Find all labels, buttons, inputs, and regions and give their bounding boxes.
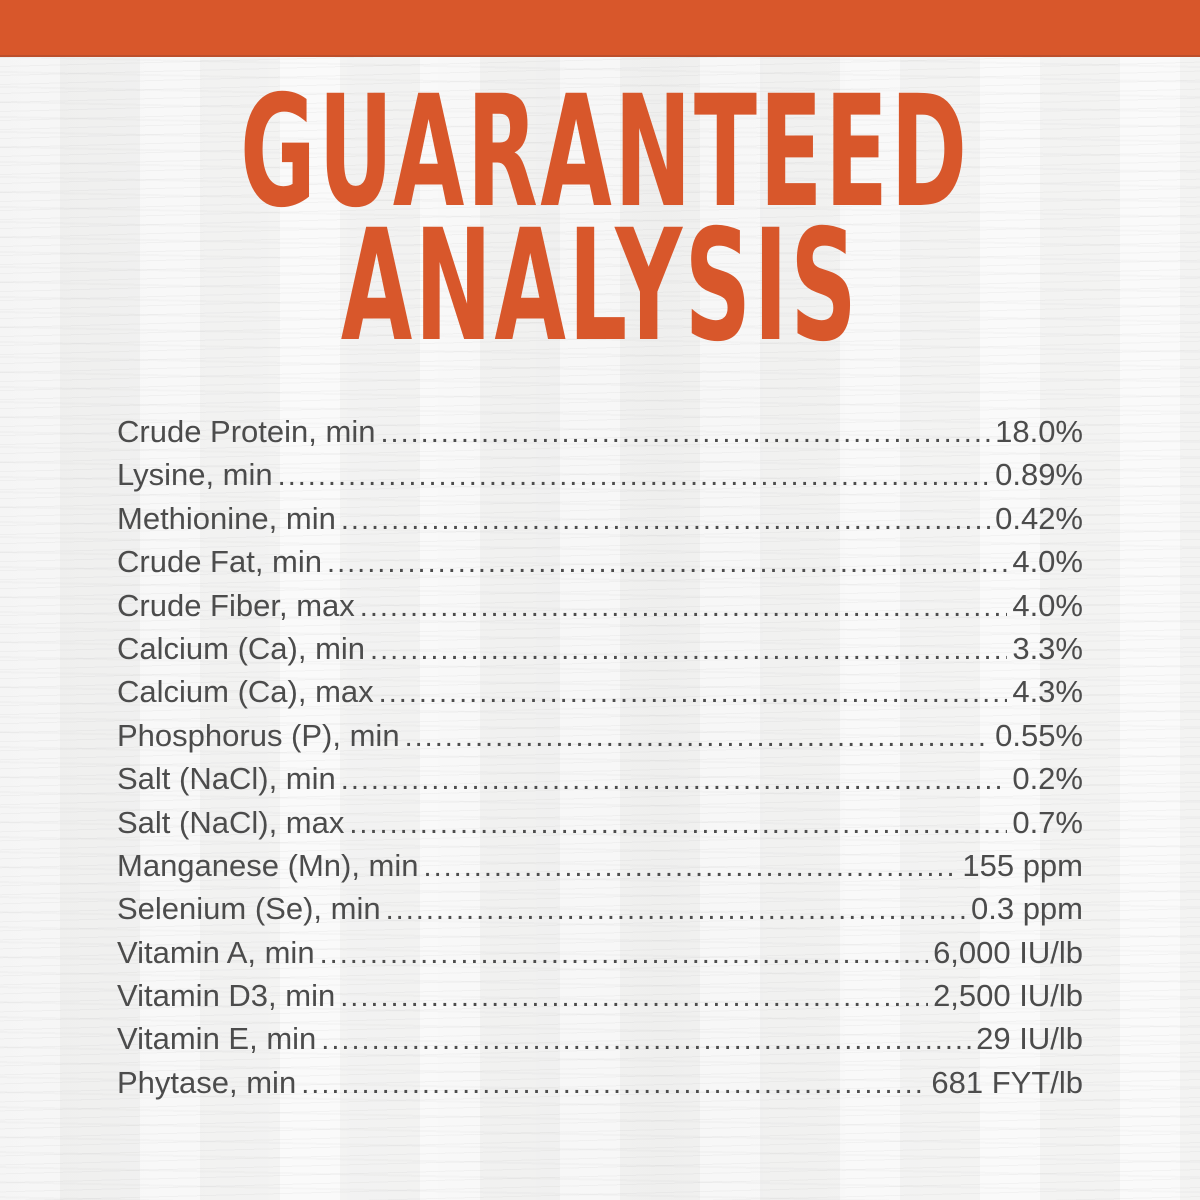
- dot-leader: [301, 1065, 926, 1101]
- nutrient-value: 0.3 ppm: [970, 891, 1083, 927]
- nutrient-label: Vitamin D3, min: [117, 978, 336, 1014]
- nutrient-value: 6,000 IU/lb: [933, 934, 1083, 970]
- nutrient-value: 2,500 IU/lb: [933, 978, 1083, 1014]
- dot-leader: [320, 935, 928, 971]
- analysis-row: [117, 935, 1083, 978]
- dot-leader: [341, 761, 1008, 797]
- nutrient-label: Calcium (Ca), min: [117, 630, 366, 666]
- dot-leader: [379, 674, 1008, 710]
- nutrient-label: Salt (NaCl), min: [117, 761, 336, 797]
- nutrient-label: Phytase, min: [117, 1064, 297, 1100]
- analysis-row: [117, 457, 1083, 500]
- nutrient-value: 681 FYT/lb: [931, 1064, 1083, 1100]
- nutrient-label: Crude Protein, min: [117, 414, 376, 449]
- dot-leader: [370, 631, 1007, 667]
- analysis-row: [117, 848, 1083, 891]
- page-title: [0, 63, 1200, 376]
- nutrient-label: Calcium (Ca), max: [117, 674, 374, 710]
- analysis-row: [117, 891, 1083, 934]
- analysis-row: [117, 414, 1083, 457]
- analysis-row: [117, 805, 1083, 848]
- nutrient-label: Selenium (Se), min: [117, 891, 381, 927]
- nutrient-value: 29 IU/lb: [976, 1021, 1083, 1057]
- dot-leader: [341, 501, 990, 537]
- nutrient-value: 4.3%: [1012, 674, 1083, 710]
- analysis-row: [117, 978, 1083, 1021]
- dot-leader: [424, 848, 958, 884]
- dot-leader: [278, 457, 990, 493]
- nutrient-label: Manganese (Mn), min: [117, 847, 419, 883]
- analysis-row: [117, 761, 1083, 804]
- nutrient-label: Salt (NaCl), max: [117, 804, 345, 840]
- analysis-row: [117, 631, 1083, 674]
- dot-leader: [321, 1021, 971, 1057]
- dot-leader: [327, 544, 1007, 580]
- top-accent-bar: [0, 0, 1200, 57]
- title-line-guaranteed: GUARANTEED: [240, 63, 970, 242]
- nutrient-label: Vitamin E, min: [117, 1021, 317, 1057]
- analysis-row: [117, 674, 1083, 717]
- dot-leader: [405, 718, 991, 754]
- dot-leader: [340, 978, 928, 1014]
- dot-leader: [386, 891, 966, 927]
- dot-leader: [349, 805, 1007, 841]
- nutrient-value: 0.55%: [995, 717, 1083, 753]
- nutrient-label: Lysine, min: [117, 457, 273, 493]
- dot-leader: [360, 588, 1008, 624]
- dot-leader: [380, 414, 990, 450]
- nutrient-value: 0.2%: [1012, 761, 1083, 797]
- nutrient-label: Crude Fat, min: [117, 544, 323, 580]
- nutrient-label: Crude Fiber, max: [117, 587, 355, 623]
- analysis-row: [117, 501, 1083, 544]
- nutrient-value: 0.7%: [1012, 804, 1083, 840]
- nutrient-value: 4.0%: [1012, 587, 1083, 623]
- title-line-analysis: ANALYSIS: [340, 197, 860, 376]
- guaranteed-analysis-list: [117, 414, 1083, 1108]
- analysis-row: [117, 588, 1083, 631]
- analysis-row: [117, 1021, 1083, 1064]
- nutrient-value: 3.3%: [1012, 630, 1083, 666]
- nutrient-value: 0.89%: [995, 457, 1083, 493]
- nutrient-value: 4.0%: [1012, 544, 1083, 580]
- nutrient-label: Vitamin A, min: [117, 934, 315, 970]
- nutrient-label: Methionine, min: [117, 500, 336, 536]
- nutrient-label: Phosphorus (P), min: [117, 717, 400, 753]
- analysis-row: [117, 718, 1083, 761]
- nutrient-value: 18.0%: [995, 414, 1083, 449]
- nutrient-value: 0.42%: [995, 500, 1083, 536]
- analysis-row: [117, 544, 1083, 587]
- analysis-row: [117, 1065, 1083, 1108]
- nutrient-value: 155 ppm: [962, 847, 1083, 883]
